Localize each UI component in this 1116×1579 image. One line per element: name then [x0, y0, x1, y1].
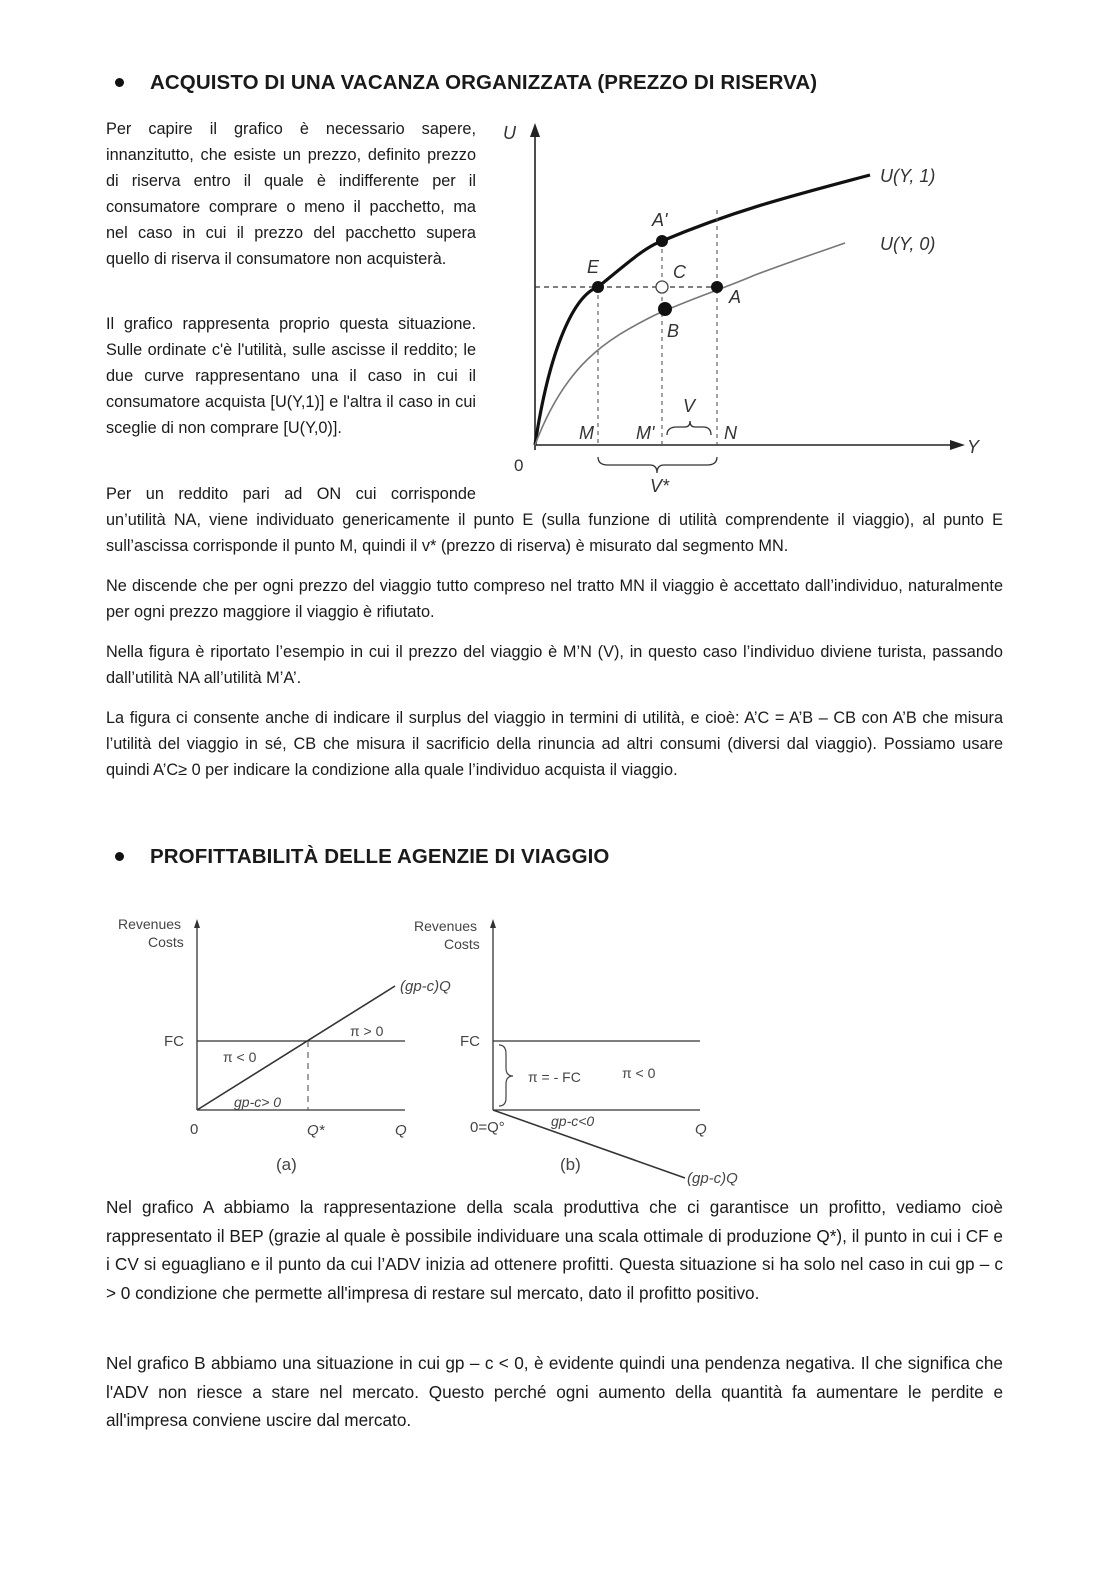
paragraph: La figura ci consente anche di indicare il surplus del viaggio in termini di utilità, e cioè: A’C = A’B – CB con A’B che misura l’utilità del viaggio in sé, CB che misura il sacrificio della rinuncia ad altri consumi (diversi dal viaggio). Possiamo usare quindi A’C≥ 0 per indicare la condizione alla quale l’individuo acquista il viaggio.: [106, 709, 1003, 779]
origin-label: 0: [514, 456, 524, 475]
brace-v-star: [598, 457, 717, 473]
line-label: (gp-c)Q: [400, 978, 451, 995]
revenue-line: [197, 986, 395, 1110]
label-m-prime: M': [636, 423, 655, 443]
heading-text: PROFITTABILITÀ DELLE AGENZIE DI VIAGGIO: [150, 845, 610, 868]
curve0-label: U(Y, 0): [880, 234, 936, 254]
caption-b: (b): [560, 1155, 581, 1174]
pi-negative-label: π < 0: [223, 1049, 257, 1065]
label-a: A: [729, 287, 742, 307]
point-e: [592, 281, 604, 293]
curve1-label: U(Y, 1): [880, 166, 936, 186]
section-heading-reservation-price: [112, 71, 817, 95]
paragraph: Nel grafico B abbiamo una situazione in cui gp – c < 0, è evidente quindi una pendenza negativa. Il che significa che l'ADV non riesce a stare nel mercato. Questo perché ogni aumento della quantità fa aumentare le perdite e all'impresa conviene uscire dal mercato.: [106, 1353, 1003, 1430]
q-label: Q: [395, 1122, 407, 1139]
caption-a: (a): [276, 1155, 297, 1174]
paragraph: Per un reddito pari ad ON cui corrisponde: [106, 485, 476, 503]
label-n: N: [724, 423, 737, 443]
y-axis-arrow-icon: [490, 919, 496, 928]
y-label-revenues: Revenues: [414, 918, 478, 934]
q-label: Q: [695, 1121, 707, 1138]
y-axis-label: U: [503, 123, 516, 143]
y-label-costs: Costs: [444, 936, 480, 952]
utility-figure: [495, 115, 995, 500]
slope-label: gp-c<0: [551, 1113, 595, 1129]
label-a-prime: A': [652, 210, 668, 230]
fc-label: FC: [460, 1033, 480, 1050]
label-c: C: [673, 262, 686, 282]
label-e: E: [587, 257, 600, 277]
fc-brace: [499, 1045, 513, 1106]
point-a-prime: [656, 235, 668, 247]
heading-text: ACQUISTO DI UNA VACANZA ORGANIZZATA (PREZZO DI RISERVA): [150, 71, 818, 94]
bullet-icon: [115, 78, 124, 87]
y-axis-arrow-icon: [194, 919, 200, 928]
pi-positive-label: π > 0: [350, 1023, 384, 1039]
paragraph: Ne discende che per ogni prezzo del viaggio tutto compreso nel tratto MN il viaggio è accettato dall’individuo, naturalmente per ogni prezzo maggiore il viaggio è rifiutato.: [106, 577, 1003, 621]
label-v: V: [683, 396, 696, 416]
curve-u-y-1: [535, 175, 870, 445]
slope-label: gp-c> 0: [234, 1094, 282, 1110]
line-label: (gp-c)Q: [687, 1170, 738, 1187]
paragraph: un’utilità NA, viene individuato genericamente il punto E (sulla funzione di utilità comprendente il viaggio), al punto E sull’ascissa corrisponde il punto M, quindi il v* (prezzo di riserva) è misurato dal segmento MN.: [106, 511, 1003, 555]
point-b: [658, 302, 672, 316]
point-c: [656, 281, 668, 293]
x-axis-arrow-icon: [950, 440, 965, 450]
pi-negative-label: π < 0: [622, 1065, 656, 1081]
point-a: [711, 281, 723, 293]
bullet-icon: [115, 852, 124, 861]
y-axis-arrow-icon: [530, 123, 540, 137]
y-label-costs: Costs: [148, 934, 184, 950]
label-b: B: [667, 321, 680, 341]
origin-label: 0: [190, 1121, 199, 1138]
x-axis-label: Y: [967, 437, 980, 457]
brace-v: [667, 421, 711, 435]
q-star-label: Q*: [307, 1122, 325, 1139]
label-m: M: [579, 423, 594, 443]
paragraph: Nella figura è riportato l’esempio in cui il prezzo del viaggio è M’N (V), in questo caso l’individuo diviene turista, passando dall’utilità NA all’utilità M’A’.: [106, 643, 1003, 687]
fc-label: FC: [164, 1033, 184, 1050]
paragraph: Nel grafico A abbiamo la rappresentazione della scala produttiva che ci garantisce un profitto, vediamo cioè rappresentato il BEP (grazie al quale è possibile individuare una scala ottimale di produzione Q*), il punto in cui i CF e i CV si eguagliano e il punto da cui l’ADV inizia ad ottenere profitti. Questa situazione si ha solo nel caso in cui gp – c > 0 condizione che permette all'impresa di restare sul mercato, dato il profitto positivo.: [106, 1197, 1003, 1303]
section-heading-profitability: [112, 845, 609, 869]
label-v-star: V*: [650, 476, 670, 496]
paragraph: Per capire il grafico è necessario sapere, innanzitutto, che esiste un prezzo, definito prezzo di riserva entro il quale è indifferente per il consumatore comprare o meno il pacchetto, ma nel caso in cui il prezzo del pacchetto supera quello di riserva il consumatore non acquisterà.: [106, 120, 476, 268]
paragraph: Il grafico rappresenta proprio questa situazione. Sulle ordinate c'è l'utilità, sulle ascisse il reddito; le due curve rappresentano una il caso in cui il consumatore acquista [U(Y,1)] e l'altra il caso in cui sceglie di non comprare [U(Y,0)].: [106, 315, 476, 437]
origin-label: 0=Q°: [470, 1119, 505, 1136]
y-label-revenues: Revenues: [118, 916, 182, 932]
profit-figure-b: [410, 910, 775, 1195]
pi-fc-label: π = - FC: [528, 1069, 581, 1085]
